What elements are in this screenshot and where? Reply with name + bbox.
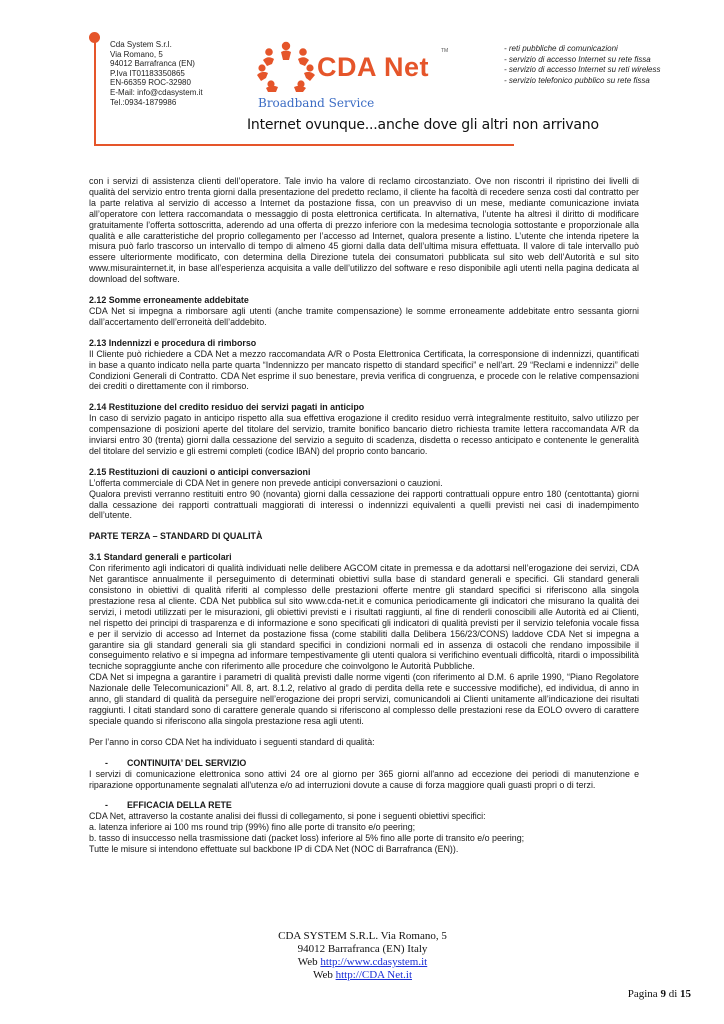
page-total: 15 xyxy=(680,988,691,1000)
company-phone: Tel.:0934-1879986 xyxy=(110,97,177,107)
service-item: - servizio telefonico pubblico su rete fissa xyxy=(504,75,650,85)
paragraph-intro: con i servizi di assistenza clienti dell’operatore. Tale invio ha valore di reclamo circostanziato. Ove non riscontri il ripristino dei livelli di qualità del servizio entro trenta giorni dalla presentazione del predetto reclamo, il cliente ha facoltà di recedere senza costi dal contratto per la parte relativa al servizio di accesso a Internet da postazione fissa, con un preavviso di un mese, mediante comunicazione inviata all’operatore con lettera raccomandata o messaggio di posta elettronica certificata. In alternativa, l’utente ha altresì il diritto di modificare gratuitamente l’offerta sottoscritta, aderendo ad una offerta di prezzo inferiore con la medesima tecnologia sottostante e proporzionale alla qualità e alle caratteristiche del proprio collegamento per l’accesso ad Internet, qualora presente a listino. L’utente che intenda ripetere la misura può farlo trascorso un intervallo di tempo di almeno 45 giorni dalla data dell’ultima misura effettuata. Il valore di tale intervallo può essere ulteriormente modificato, con determina della Direzione tutela dei consumatori pubblicata sul sito web dell’Autorità e sul sito www.misurainternet.it, in base all’esperienza acquisita a valle dell’utilizzo del software e reso disponibile agli utenti nella pagina dedicata al download del software. xyxy=(89,176,639,285)
paragraph-efficacy-intro: CDA Net, attraverso la costante analisi dei flussi di collegamento, si pone i seguenti obiettivi specifici: xyxy=(89,811,486,822)
footer-link-cdanet[interactable]: http://CDA Net.it xyxy=(335,969,413,981)
company-roc: EN-66359 ROC-32980 xyxy=(110,78,191,88)
bullet-heading-continuity xyxy=(89,758,639,769)
company-city: 94012 Barrafranca (EN) xyxy=(110,59,195,69)
footer-address-line: CDA SYSTEM S.R.L. Via Romano, 5 xyxy=(278,930,447,942)
services-list xyxy=(504,44,661,86)
company-street: Via Romano, 5 xyxy=(110,49,163,59)
service-item: - servizio di accesso Internet su rete fissa xyxy=(504,54,651,64)
page-current: 9 xyxy=(660,988,666,1000)
footer-link-cdasystem[interactable]: http://www.cdasystem.it xyxy=(320,956,428,968)
header-accent-horizontal-line xyxy=(94,144,514,146)
bullet-dash: - xyxy=(105,800,108,811)
section-heading-3-1: 3.1 Standard generali e particolari xyxy=(89,552,232,563)
footer-web-label: Web xyxy=(297,956,318,968)
paragraph-standards-intro: Per l’anno in corso CDA Net ha individuato i seguenti standard di qualità: xyxy=(89,736,375,747)
tagline-slogan: Internet ovunque...anche dove gli altri non arrivano xyxy=(247,117,599,133)
company-email: E-Mail: info@cdasystem.it xyxy=(110,87,203,97)
section-heading-2-13: 2.13 Indennizzi e procedura di rimborso xyxy=(89,337,257,348)
bullet-heading-efficacy-text: EFFICACIA DELLA RETE xyxy=(127,800,232,811)
page-label: Pagina xyxy=(627,988,658,1000)
service-item: - servizio di accesso Internet su reti wireless xyxy=(504,65,661,74)
cda-net-logo xyxy=(255,40,455,90)
footer-web-line-1 xyxy=(200,956,525,969)
service-item: - reti pubbliche di comunicazioni xyxy=(504,44,618,53)
bullet-heading-efficacy xyxy=(89,800,639,811)
footer-city-line: 94012 Barrafranca (EN) Italy xyxy=(297,943,428,955)
section-heading-2-14: 2.14 Restituzione del credito residuo dei servizi pagati in anticipo xyxy=(89,402,365,413)
paragraph-2-15-b: Qualora previsti verranno restituiti entro 90 (novanta) giorni dalla cessazione dei rapporti contrattuali oppure entro 180 (centottanta) giorni dalla cessazione dei rapporti contrattuali maggiorati di interessi o indennizzi equivalenti a quelli previsti nei casi di inadempimento dell’utente. xyxy=(89,488,639,521)
footer-web-line-2 xyxy=(200,969,525,982)
footer-web-label: Web xyxy=(312,969,333,981)
tagline-broadband-service: Broadband Service xyxy=(258,96,375,110)
paragraph-2-15-a: L’offerta commerciale di CDA Net in genere non prevede anticipi conversazioni o cauzioni. xyxy=(89,477,443,488)
paragraph-3-1-b: CDA Net si impegna a garantire i parametri di qualità previsti dalle norme vigenti (con riferimento al D.M. 6 aprile 1990, “Piano Regolatore Nazionale delle Telecomunicazioni” All. 8, art. 8.1.2, relativo al grado di perdita della rete e successive modifiche), ed individua, di anno in anno, gli standard di qualità da perseguire nell’erogazione dei propri servizi, comunicandoli ai Clienti unitamente all’indicazione dei risultati raggiunti. I citati standard sono di carattere generale quando si riferiscono al complesso delle prestazioni rese da EOLO ovvero di carattere speciale quando si riferiscono alla singola prestazione resa agli utenti. xyxy=(89,672,639,726)
company-info xyxy=(110,40,203,107)
company-vat: P.Iva IT01183350865 xyxy=(110,68,185,78)
page-of: di xyxy=(668,988,678,1000)
bullet-dash: - xyxy=(105,757,108,768)
bullet-heading-continuity-text: CONTINUITA’ DEL SERVIZIO xyxy=(127,757,247,768)
paragraph-efficacy-a: a. latenza inferiore ai 100 ms round trip (99%) fino alle porte di transito e/o peering; xyxy=(89,822,416,833)
logo-brand-text: CDA Net xyxy=(317,52,430,82)
paragraph-efficacy-note: Tutte le misure si intendono effettuate sul backbone IP di CDA Net (NOC di Barrafranca (EN)). xyxy=(89,844,459,855)
section-heading-2-15: 2.15 Restituzioni di cauzioni o anticipi conversazioni xyxy=(89,466,311,477)
paragraph-continuity: I servizi di comunicazione elettronica sono attivi 24 ore al giorno per 365 giorni all'anno ad eccezione dei periodi di manutenzione e riparazione opportunamente segnalati all'utenza e/o ad interruzioni dovute a cause di forza maggiore quali guasti propri o di terzi. xyxy=(89,768,639,790)
section-heading-2-12: 2.12 Somme erroneamente addebitate xyxy=(89,295,249,306)
paragraph-2-13: Il Cliente può richiedere a CDA Net a mezzo raccomandata A/R o Posta Elettronica Certificata, la corresponsione di indennizzi, quantificati in base a quanto indicato nella parte quarta “Indennizzo per mancato rispetto di standard specifici” e nell’art. 29 “Reclami e indennizzi” delle Condizioni Generali di Contratto. CDA Net esprime il suo benestare, previa verifica di congruenza, e procede con le relative compensazioni dei crediti o direttamente con il rimborso. xyxy=(89,348,639,392)
paragraph-2-14: In caso di servizio pagato in anticipo rispetto alla sua effettiva erogazione il credito residuo verrà integralmente restituito, salvo utilizzo per compensazione di posizioni aperte del titolare del servizio, tramite bonifico bancario dietro richiesta tramite lettera raccomandata A/R da inviarsi entro 30 (trenta) giorni dalla cessazione del servizio a seguito di scadenza, disdetta o recesso anticipato e contenente le generalità del titolare del servizio e gli estremi completi (codice IBAN) del proprio conto bancario. xyxy=(89,413,639,456)
page-number xyxy=(628,988,691,1000)
paragraph-3-1-a: Con riferimento agli indicatori di qualità individuati nelle delibere AGCOM citate in premessa e da adottarsi nell’erogazione dei servizi, CDA Net garantisce annualmente il perseguimento di determinati obiettivi sulla base di standard generali e specifici. Gli standard generali consistono in obiettivi di qualità riferiti al complesso delle prestazioni offerte mentre gli standard specifici si riferiscono alla singola prestazione resa al cliente. CDA Net pubblica sul sito www.cda-net.it e comunica periodicamente gli indicatori che misurano la qualità dei servizi, i metodi utilizzati per le misurazioni, gli obiettivi previsti e i risultati raggiunti, al fine di renderli conoscibili alle Autorità ed ai Clienti, nel rispetto dei principi di trasparenza e di informazione e sono specificati gli indicatori di qualità previsti per il servizio telefonia vocale fissa e per il servizio di accesso ad Internet da postazione fissa (come stabiliti dalla Delibera 156/23/CONS) laddove CDA Net si impegna a garantire sia gli standard generali sia gli standard specifici in condizioni normali ed in assenza di ostacoli che rendano impossibile il conseguimento relativo e si impegna ad informare tempestivamente gli utenti qualora si verifichino eventuali difficoltà, ritardi o impossibilità tecniche sopraggiunte anche con riferimento alle procedure che coinvolgono le Autorità Pubbliche. xyxy=(89,563,639,672)
part-three-heading: PARTE TERZA – STANDARD DI QUALITÀ xyxy=(89,531,263,542)
people-circle-icon xyxy=(255,40,317,92)
paragraph-2-12: CDA Net si impegna a rimborsare agli utenti (anche tramite compensazione) le somme erroneamente addebitate entro sessanta giorni dall’accertamento dell’erroneità dell’addebito. xyxy=(89,305,639,327)
document-body xyxy=(89,176,639,855)
paragraph-efficacy-b: b. tasso di insuccesso nella trasmissione dati (packet loss) inferiore al 5% fino alle porte di transito e/o peering; xyxy=(89,833,525,844)
company-name: Cda System S.r.l. xyxy=(110,40,172,49)
footer xyxy=(200,930,525,982)
header-accent-vertical-line xyxy=(94,36,96,146)
logo-trademark: TM xyxy=(441,48,449,54)
